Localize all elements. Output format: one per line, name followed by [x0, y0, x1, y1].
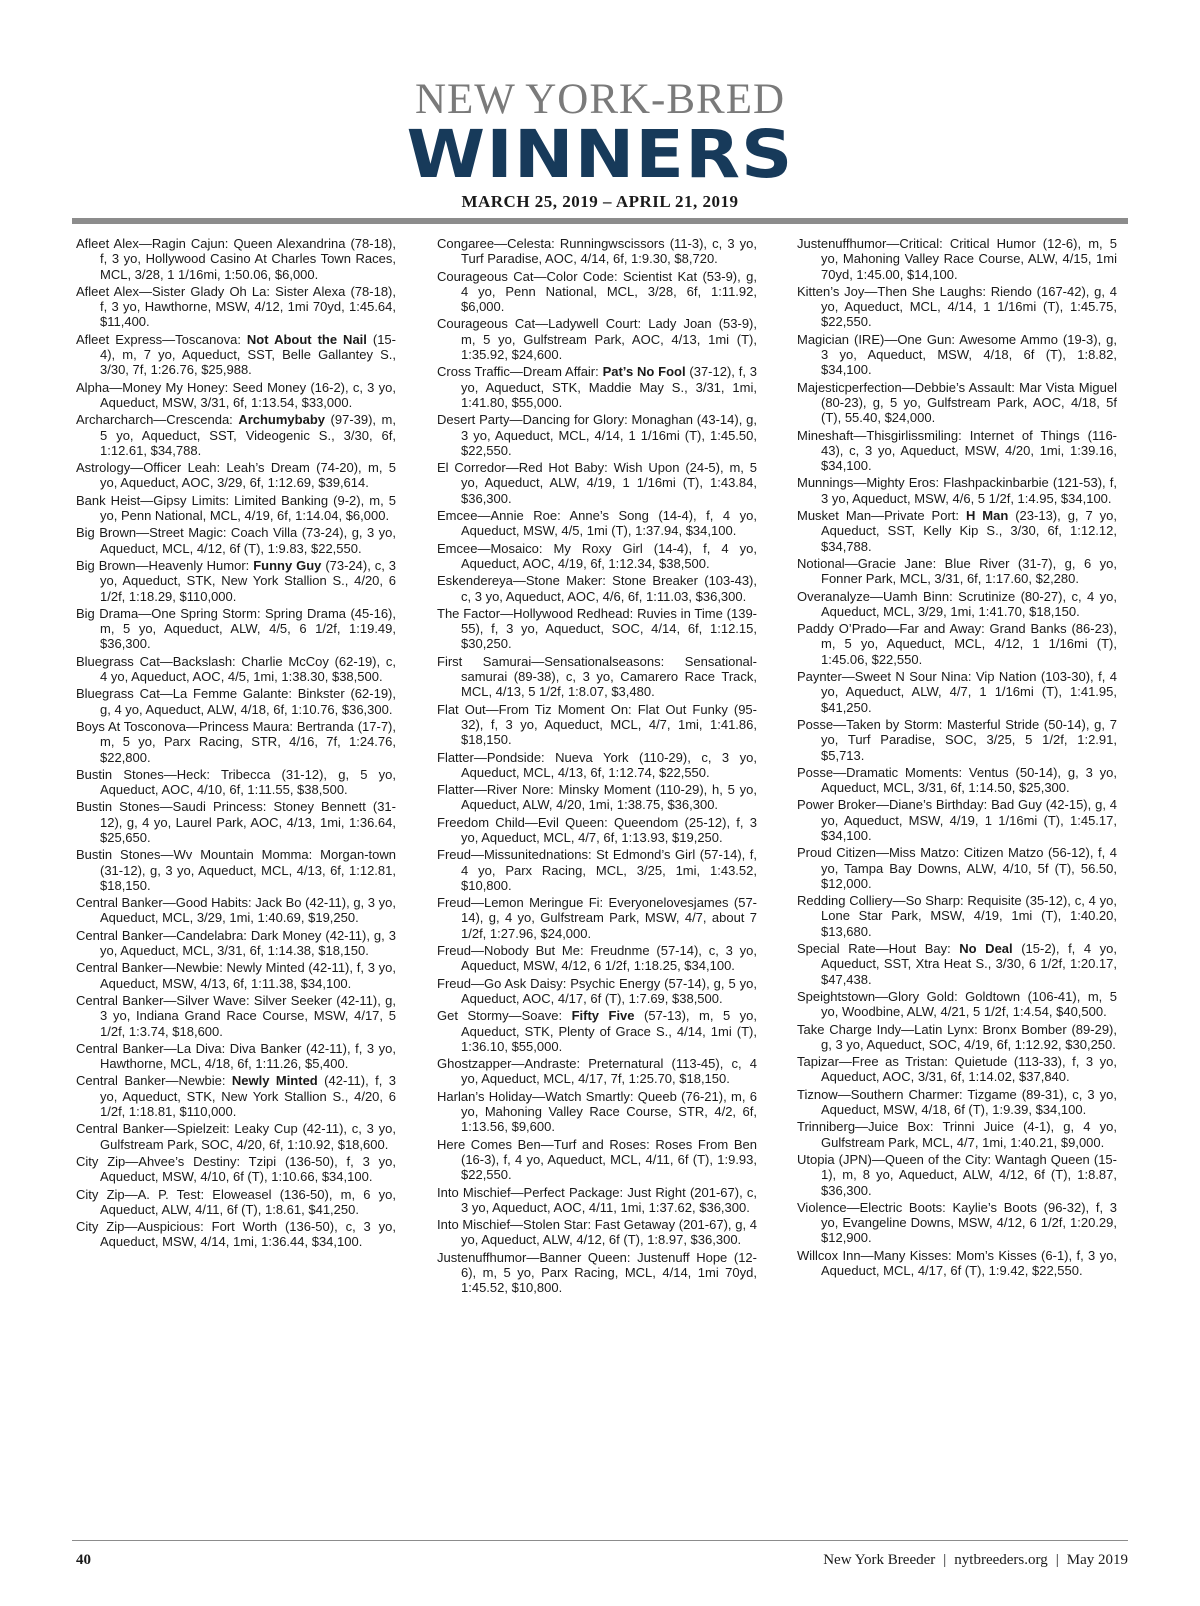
- entry-pedigree: Afleet Express—Toscanova:: [76, 331, 247, 347]
- footer-credits: [823, 1552, 1128, 1569]
- winner-entry: Tapizar—Free as Tristan: Quietude (113-33), f, 3 yo, Aqueduct, AOC, 3/31, 6f, 1:14.02, $37,840.: [797, 1054, 1117, 1085]
- stakes-winner-name: Fifty Five: [571, 1008, 635, 1024]
- winner-entry: Bustin Stones—Heck: Tribecca (31-12), g, 5 yo, Aqueduct, AOC, 4/10, 6f, 1:11.55, $38,500.: [76, 766, 396, 798]
- entry-pedigree: Big Brown—Heavenly Humor:: [76, 557, 254, 573]
- winner-entry: [76, 1073, 396, 1119]
- winner-entry: Take Charge Indy—Latin Lynx: Bronx Bomber (89-29), g, 3 yo, Aqueduct, SOC, 4/19, 6f, 1:12.92, $30,250.: [797, 1021, 1117, 1052]
- winner-entry: Freud—Go Ask Daisy: Psychic Energy (57-14), g, 5 yo, Aqueduct, AOC, 4/17, 6f (T), 1:7.69, $38,500.: [437, 975, 757, 1006]
- winner-entry: Bluegrass Cat—La Femme Galante: Binkster (62-19), g, 4 yo, Aqueduct, ALW, 4/18, 6f, 1:10.76, $36,300.: [76, 686, 396, 717]
- winner-entry: Tiznow—Southern Charmer: Tizgame (89-31), c, 3 yo, Aqueduct, MSW, 4/18, 6f (T), 1:9.39, $34,100.: [797, 1086, 1117, 1118]
- page-number: 40: [76, 1552, 91, 1568]
- winner-entry: Courageous Cat—Ladywell Court: Lady Joan (53-9), m, 5 yo, Gulfstream Park, AOC, 4/13, 1mi (T), 1:35.92, $24,600.: [437, 316, 757, 363]
- winner-entry: Alpha—Money My Honey: Seed Money (16-2), c, 3 yo, Aqueduct, MSW, 3/31, 6f, 1:13.54, $33,000.: [76, 379, 396, 410]
- stakes-winner-name: Archumybaby: [238, 412, 326, 428]
- stakes-winner-name: Newly Minted: [231, 1073, 318, 1089]
- winner-entry: Power Broker—Diane’s Birthday: Bad Guy (42-15), g, 4 yo, Aqueduct, MSW, 4/19, 1 1/16mi (T), 1:45.17, $34,100.: [797, 797, 1117, 843]
- entry-details: (15-2), f, 4 yo, Aqueduct, SST, Xtra Heat S., 3/30, 6 1/2f, 1:20.17, $47,438.: [821, 941, 1117, 987]
- winner-entry: [76, 558, 396, 604]
- winner-entry: Big Drama—One Spring Storm: Spring Drama (45-16), m, 5 yo, Aqueduct, ALW, 4/5, 6 1/2f, 1:19.49, $36,300.: [76, 605, 396, 652]
- winner-entry: Afleet Alex—Ragin Cajun: Queen Alexandrina (78-18), f, 3 yo, Hollywood Casino At Charles Town Races, MCL, 3/28, 1 1/16mi, 1:50.06, $6,000.: [76, 236, 396, 282]
- entry-pedigree: Cross Traffic—Dream Affair:: [437, 364, 603, 380]
- entry-details: (15-4), m, 7 yo, Aqueduct, SST, Belle Gallantey S., 3/30, 7f, 1:26.76, $25,988.: [100, 331, 396, 378]
- winners-column-3: [797, 236, 1117, 1280]
- winner-entry: Flatter—Pondside: Nueva York (110-29), c, 3 yo, Aqueduct, MCL, 4/13, 6f, 1:12.74, $22,550.: [437, 749, 757, 780]
- winners-column-2: [437, 236, 757, 1298]
- winner-entry: Courageous Cat—Color Code: Scientist Kat (53-9), g, 4 yo, Penn National, MCL, 3/28, 6f, 1:11.92, $6,000.: [437, 268, 757, 315]
- winner-entry: Majesticperfection—Debbie’s Assault: Mar Vista Miguel (80-23), g, 5 yo, Gulfstream Park, AOC, 4/18, 5f (T), 55.40, $24,000.: [797, 379, 1117, 426]
- winner-entry: [76, 412, 396, 458]
- winner-entry: [76, 332, 396, 378]
- winner-entry: Central Banker—Newbie: Newly Minted (42-11), f, 3 yo, Aqueduct, MSW, 4/13, 6f, 1:11.38, $34,100.: [76, 960, 396, 991]
- winner-entry: First Samurai—Sensationalseasons: Sensational-samurai (89-38), c, 3 yo, Camarero Race Track, MCL, 4/13, 5 1/2f, 1:8.07, $3,480.: [437, 653, 757, 700]
- winner-entry: Redding Colliery—So Sharp: Requisite (35-12), c, 4 yo, Lone Star Park, MSW, 4/19, 1mi (T), 1:40.20, $13,680.: [797, 893, 1117, 939]
- winner-entry: Bluegrass Cat—Backslash: Charlie McCoy (62-19), c, 4 yo, Aqueduct, AOC, 4/5, 1mi, 1:38.30, $38,500.: [76, 653, 396, 685]
- winner-entry: [797, 508, 1117, 554]
- winner-entry: Paynter—Sweet N Sour Nina: Vip Nation (103-30), f, 4 yo, Aqueduct, ALW, 4/7, 1 1/16mi (T), 1:41.95, $41,250.: [797, 669, 1117, 715]
- winner-entry: Congaree—Celesta: Runningwscissors (11-3), c, 3 yo, Turf Paradise, AOC, 4/14, 6f, 1:9.30, $8,720.: [437, 236, 757, 267]
- winner-entry: Central Banker—Spielzeit: Leaky Cup (42-11), c, 3 yo, Gulfstream Park, SOC, 4/20, 6f, 1:10.92, $18,600.: [76, 1121, 396, 1152]
- winner-entry: Central Banker—Silver Wave: Silver Seeker (42-11), g, 3 yo, Indiana Grand Race Course, MSW, 4/17, 5 1/2f, 1:3.74, $18,600.: [76, 992, 396, 1039]
- entry-details: (97-39), m, 5 yo, Aqueduct, SST, Videogenic S., 3/30, 6f, 1:12.61, $34,788.: [100, 412, 397, 458]
- winner-entry: Freud—Nobody But Me: Freudnme (57-14), c, 3 yo, Aqueduct, MSW, 4/12, 6 1/2f, 1:18.25, $34,100.: [437, 943, 757, 974]
- winner-entry: Justenuffhumor—Critical: Critical Humor (12-6), m, 5 yo, Mahoning Valley Race Course, ALW, 4/15, 1mi 70yd, 1:45.00, $14,100.: [797, 236, 1117, 282]
- winner-entry: Speightstown—Glory Gold: Goldtown (106-41), m, 5 yo, Woodbine, ALW, 4/21, 5 1/2f, 1:4.54, $40,500.: [797, 988, 1117, 1020]
- entry-details: (57-13), m, 5 yo, Aqueduct, STK, Plenty of Grace S., 4/14, 1mi (T), 1:36.10, $55,000.: [461, 1008, 758, 1054]
- winner-entry: [437, 1008, 757, 1054]
- winner-entry: Central Banker—Candelabra: Dark Money (42-11), g, 3 yo, Aqueduct, MCL, 3/31, 6f, 1:14.38, $18,150.: [76, 927, 396, 959]
- winner-entry: City Zip—Ahvee’s Destiny: Tzipi (136-50), f, 3 yo, Aqueduct, MSW, 4/10, 6f (T), 1:10.66, $34,100.: [76, 1153, 396, 1185]
- winner-entry: City Zip—Auspicious: Fort Worth (136-50), c, 3 yo, Aqueduct, MSW, 4/14, 1mi, 1:36.44, $34,100.: [76, 1219, 396, 1250]
- winner-entry: Violence—Electric Boots: Kaylie’s Boots (96-32), f, 3 yo, Evangeline Downs, MSW, 4/12, 6 1/2f, 1:20.29, $12,900.: [797, 1199, 1117, 1246]
- winner-entry: Here Comes Ben—Turf and Roses: Roses From Ben (16-3), f, 4 yo, Aqueduct, MCL, 4/11, 6f (T), 1:9.93, $22,550.: [437, 1136, 757, 1183]
- winner-entry: Freedom Child—Evil Queen: Queendom (25-12), f, 3 yo, Aqueduct, MCL, 4/7, 6f, 1:13.93, $19,250.: [437, 814, 757, 845]
- page-kicker: NEW YORK-BRED: [414, 76, 786, 123]
- winner-entry: Into Mischief—Stolen Star: Fast Getaway (201-67), g, 4 yo, Aqueduct, ALW, 4/12, 6f (T), 1:8.97, $36,300.: [437, 1217, 757, 1248]
- winner-entry: Posse—Dramatic Moments: Ventus (50-14), g, 3 yo, Aqueduct, MCL, 3/31, 6f, 1:14.50, $25,300.: [797, 764, 1117, 796]
- winner-entry: Justenuffhumor—Banner Queen: Justenuff Hope (12-6), m, 5 yo, Parx Racing, MCL, 4/14, 1mi 70yd, 1:45.52, $10,800.: [437, 1249, 757, 1296]
- winner-entry: Freud—Missunitednations: St Edmond’s Girl (57-14), f, 4 yo, Parx Racing, MCL, 3/25, 1mi, 1:43.52, $10,800.: [437, 847, 757, 893]
- stakes-winner-name: Funny Guy: [253, 557, 322, 573]
- winner-entry: El Corredor—Red Hot Baby: Wish Upon (24-5), m, 5 yo, Aqueduct, ALW, 4/19, 1 1/16mi (T), 1:43.84, $36,300.: [437, 460, 757, 506]
- winner-entry: Kitten’s Joy—Then She Laughs: Riendo (167-42), g, 4 yo, Aqueduct, MCL, 4/14, 1 1/16mi (T), 1:45.75, $22,550.: [797, 283, 1117, 330]
- winner-entry: Emcee—Mosaico: My Roxy Girl (14-4), f, 4 yo, Aqueduct, AOC, 4/19, 6f, 1:12.34, $38,500.: [437, 540, 757, 571]
- winner-entry: [437, 364, 757, 410]
- page-title: WINNERS: [406, 116, 794, 193]
- winner-entry: Bank Heist—Gipsy Limits: Limited Banking (9-2), m, 5 yo, Penn National, MCL, 4/19, 6f, 1:14.04, $6,000.: [76, 492, 396, 524]
- entry-details: (23-13), g, 7 yo, Aqueduct, SST, Kelly Kip S., 3/30, 6f, 1:12.12, $34,788.: [821, 508, 1117, 554]
- footer-rule: [72, 1540, 1128, 1541]
- winner-entry: Emcee—Annie Roe: Anne’s Song (14-4), f, 4 yo, Aqueduct, MSW, 4/5, 1mi (T), 1:37.94, $34,100.: [437, 508, 757, 539]
- winner-entry: Utopia (JPN)—Queen of the City: Wantagh Queen (15-1), m, 8 yo, Aqueduct, ALW, 4/12, 6f (T), 1:8.87, $36,300.: [797, 1151, 1117, 1198]
- publication-name: New York Breeder: [823, 1552, 936, 1568]
- entry-details: (73-24), c, 3 yo, Aqueduct, STK, New York Stallion S., 4/20, 6 1/2f, 1:18.29, $110,000.: [100, 557, 397, 604]
- winner-entry: Mineshaft—Thisgirlissmiling: Internet of Things (116-43), c, 3 yo, Aqueduct, MSW, 4/20, 1mi, 1:39.16, $34,100.: [797, 427, 1117, 474]
- entry-details: (42-11), f, 3 yo, Aqueduct, STK, New York Stallion S., 4/20, 6 1/2f, 1:18.81, $110,000.: [100, 1073, 396, 1120]
- winner-entry: The Factor—Hollywood Redhead: Ruvies in Time (139-55), f, 3 yo, Aqueduct, SOC, 4/14, 6f, 1:12.15, $30,250.: [437, 605, 757, 652]
- winner-entry: Flat Out—From Tiz Moment On: Flat Out Funky (95-32), f, 3 yo, Aqueduct, MCL, 4/7, 1mi, 1:41.86, $18,150.: [437, 701, 757, 748]
- winner-entry: Boys At Tosconova—Princess Maura: Bertranda (17-7), m, 5 yo, Parx Racing, STR, 4/16, 7f, 1:24.76, $22,800.: [76, 718, 396, 765]
- entry-pedigree: Archarcharch—Crescenda:: [76, 412, 239, 428]
- stakes-winner-name: Not About the Nail: [246, 331, 367, 347]
- winner-entry: Posse—Taken by Storm: Masterful Stride (50-14), g, 7 yo, Turf Paradise, SOC, 3/25, 5 1/2f, 1:2.91, $5,713.: [797, 716, 1117, 763]
- date-range: MARCH 25, 2019 – APRIL 21, 2019: [461, 192, 739, 211]
- winner-entry: Into Mischief—Perfect Package: Just Right (201-67), c, 3 yo, Aqueduct, AOC, 4/11, 1mi, 1:37.62, $36,300.: [437, 1184, 757, 1215]
- website-link[interactable]: nytbreeders.org: [954, 1552, 1048, 1568]
- issue-date: May 2019: [1066, 1552, 1128, 1568]
- winner-entry: Central Banker—La Diva: Diva Banker (42-11), f, 3 yo, Hawthorne, MCL, 4/18, 6f, 1:11.26, $5,400.: [76, 1040, 396, 1072]
- entry-details: (37-12), f, 3 yo, Aqueduct, STK, Maddie May S., 3/31, 1mi, 1:41.80, $55,000.: [461, 364, 758, 410]
- winner-entry: Munnings—Mighty Eros: Flashpackinbarbie (121-53), f, 3 yo, Aqueduct, MSW, 4/6, 5 1/2f, 1:4.95, $34,100.: [797, 475, 1117, 506]
- winner-entry: Notional—Gracie Jane: Blue River (31-7), g, 6 yo, Fonner Park, MCL, 3/31, 6f, 1:17.60, $2,280.: [797, 555, 1117, 587]
- winner-entry: Bustin Stones—Wv Mountain Momma: Morgan-town (31-12), g, 3 yo, Aqueduct, MCL, 4/13, 6f, 1:12.81, $18,150.: [76, 847, 396, 893]
- winner-entry: Trinniberg—Juice Box: Trinni Juice (4-1), g, 4 yo, Gulfstream Park, MCL, 4/7, 1mi, 1:40.21, $9,000.: [797, 1119, 1117, 1150]
- winner-entry: Afleet Alex—Sister Glady Oh La: Sister Alexa (78-18), f, 3 yo, Hawthorne, MSW, 4/12, 1mi 70yd, 1:45.64, $11,400.: [76, 283, 396, 330]
- winner-entry: Ghostzapper—Andraste: Preternatural (113-45), c, 4 yo, Aqueduct, MCL, 4/17, 7f, 1:25.70, $18,150.: [437, 1056, 757, 1087]
- winner-entry: Bustin Stones—Saudi Princess: Stoney Bennett (31-12), g, 4 yo, Laurel Park, AOC, 4/13, 1mi, 1:36.64, $25,650.: [76, 799, 396, 845]
- winner-entry: Freud—Lemon Meringue Fi: Everyonelovesjames (57-14), g, 4 yo, Gulfstream Park, MSW, 4/7, about 7 1/2f, 1:27.96, $24,000.: [437, 895, 757, 941]
- winner-entry: Willcox Inn—Many Kisses: Mom’s Kisses (6-1), f, 3 yo, Aqueduct, MCL, 4/17, 6f (T), 1:9.42, $22,550.: [797, 1247, 1117, 1278]
- stakes-winner-name: Pat’s No Fool: [602, 364, 686, 380]
- stakes-winner-name: No Deal: [959, 941, 1013, 957]
- stakes-winner-name: H Man: [965, 508, 1009, 524]
- winner-entry: [797, 941, 1117, 987]
- header-rule: [72, 218, 1128, 224]
- entry-pedigree: Musket Man—Private Port:: [797, 508, 966, 524]
- winner-entry: City Zip—A. P. Test: Eloweasel (136-50), m, 6 yo, Aqueduct, ALW, 4/11, 6f (T), 1:8.61, $41,250.: [76, 1186, 396, 1217]
- winner-entry: Central Banker—Good Habits: Jack Bo (42-11), g, 3 yo, Aqueduct, MCL, 3/29, 1mi, 1:40.69, $19,250.: [76, 895, 396, 926]
- winner-entry: Astrology—Officer Leah: Leah’s Dream (74-20), m, 5 yo, Aqueduct, AOC, 3/29, 6f, 1:12.69, $39,614.: [76, 460, 396, 491]
- winner-entry: Harlan’s Holiday—Watch Smartly: Queeb (76-21), m, 6 yo, Mahoning Valley Race Course, STR, 4/2, 6f, 1:13.56, $9,600.: [437, 1088, 757, 1135]
- winner-entry: Eskendereya—Stone Maker: Stone Breaker (103-43), c, 3 yo, Aqueduct, AOC, 4/6, 6f, 1:11.03, $36,300.: [437, 573, 757, 604]
- winner-entry: Flatter—River Nore: Minsky Moment (110-29), h, 5 yo, Aqueduct, ALW, 4/20, 1mi, 1:38.75, $36,300.: [437, 782, 757, 813]
- winner-entry: Magician (IRE)—One Gun: Awesome Ammo (19-3), g, 3 yo, Aqueduct, MSW, 4/18, 6f (T), 1:8.82, $34,100.: [797, 331, 1117, 378]
- entry-pedigree: Central Banker—Newbie:: [76, 1073, 232, 1089]
- footer-separator: |: [1055, 1552, 1059, 1568]
- winner-entry: Proud Citizen—Miss Matzo: Citizen Matzo (56-12), f, 4 yo, Tampa Bay Downs, ALW, 4/10, 5f (T), 56.50, $12,000.: [797, 845, 1117, 891]
- winners-column-1: [76, 236, 396, 1252]
- winner-entry: Desert Party—Dancing for Glory: Monaghan (43-14), g, 3 yo, Aqueduct, MCL, 4/14, 1 1/16mi (T), 1:45.50, $22,550.: [437, 412, 757, 458]
- entry-pedigree: Get Stormy—Soave:: [437, 1008, 572, 1024]
- winner-entry: Overanalyze—Uamh Binn: Scrutinize (80-27), c, 4 yo, Aqueduct, MCL, 3/29, 1mi, 1:41.70, $18,150.: [797, 588, 1117, 619]
- footer-separator: |: [943, 1552, 947, 1568]
- winner-entry: Paddy O’Prado—Far and Away: Grand Banks (86-23), m, 5 yo, Aqueduct, MCL, 4/12, 1 1/16mi (T), 1:45.06, $22,550.: [797, 621, 1117, 667]
- winner-entry: Big Brown—Street Magic: Coach Villa (73-24), g, 3 yo, Aqueduct, MCL, 4/12, 6f (T), 1:9.83, $22,550.: [76, 525, 396, 556]
- entry-pedigree: Special Rate—Hout Bay:: [797, 941, 960, 957]
